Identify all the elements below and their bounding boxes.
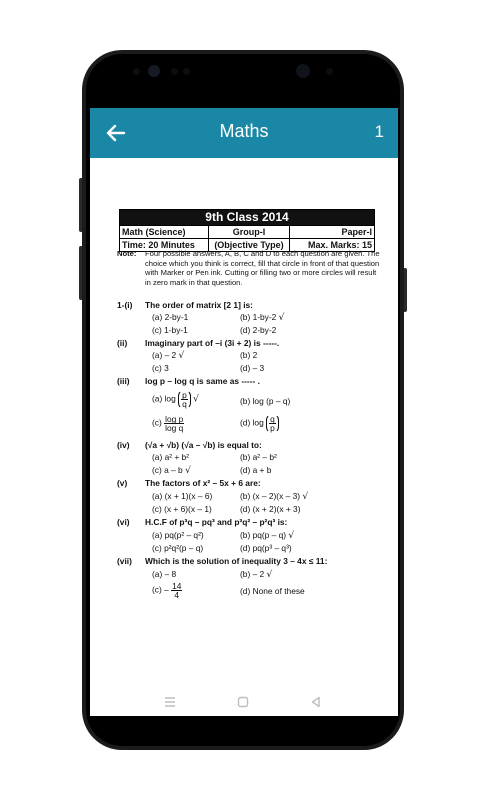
tick-mark: √ bbox=[266, 570, 273, 580]
question bbox=[117, 338, 279, 348]
question bbox=[117, 440, 262, 450]
option: (c) (x + 6)(x – 1) bbox=[152, 504, 212, 514]
option-text: (a) – 2 bbox=[152, 350, 177, 360]
option-text: (c) bbox=[152, 417, 162, 428]
triangle-back-icon[interactable] bbox=[308, 694, 324, 710]
question-number: (vi) bbox=[117, 517, 130, 527]
tick-mark: √ bbox=[178, 351, 185, 361]
option: (c) p²q²(p – q) bbox=[152, 543, 204, 553]
numerator: 14 bbox=[172, 581, 182, 591]
option: (c) 1-by-1 bbox=[152, 325, 188, 335]
tick-mark: √ bbox=[193, 394, 199, 405]
subject-cell: Math (Science) bbox=[120, 226, 209, 238]
document-viewer[interactable] bbox=[90, 158, 398, 688]
option: (b) a² – b² bbox=[240, 452, 277, 462]
question bbox=[117, 517, 287, 527]
question-text: Which is the solution of inequality 3 – 4x ≤ 11: bbox=[145, 556, 328, 566]
option: (a) – 8 bbox=[152, 569, 177, 579]
sensor-icon bbox=[171, 68, 178, 75]
status-bar bbox=[90, 84, 398, 108]
option-text: (c) a – b bbox=[152, 465, 183, 475]
fraction bbox=[266, 414, 279, 433]
denominator: log q bbox=[165, 423, 184, 433]
question-text: The order of matrix [2 1] is: bbox=[145, 300, 253, 310]
question-number: (ii) bbox=[117, 338, 128, 348]
question bbox=[117, 376, 260, 386]
option bbox=[240, 530, 294, 541]
question bbox=[117, 478, 261, 488]
fraction bbox=[178, 390, 191, 409]
option bbox=[240, 312, 284, 323]
option-text: (b) 1-by-2 bbox=[240, 312, 277, 322]
option: (a) a² + b² bbox=[152, 452, 190, 462]
paper-header-table bbox=[119, 209, 375, 252]
option: (d) None of these bbox=[240, 586, 305, 596]
question-number: (iv) bbox=[117, 440, 130, 450]
question-number: (vii) bbox=[117, 556, 132, 566]
option-text: (d) log bbox=[240, 417, 264, 428]
sensor-icon bbox=[133, 68, 140, 75]
type-cell: (Objective Type) bbox=[209, 239, 290, 251]
class-title: 9th Class 2014 bbox=[120, 210, 374, 225]
denominator: p bbox=[270, 423, 275, 433]
menu-icon[interactable] bbox=[162, 694, 178, 710]
option bbox=[152, 582, 182, 599]
numerator: p bbox=[182, 390, 187, 400]
option bbox=[152, 390, 199, 409]
option bbox=[152, 465, 191, 476]
option: (d) – 3 bbox=[240, 363, 265, 373]
option-text: (a) log bbox=[152, 393, 176, 404]
option-text: (b) – 2 bbox=[240, 569, 265, 579]
front-camera-icon bbox=[296, 64, 310, 78]
question-text: The factors of x² – 5x + 6 are: bbox=[145, 478, 261, 488]
option bbox=[240, 569, 272, 580]
question-text: (√a + √b) (√a – √b) is equal to: bbox=[145, 440, 262, 450]
option: (b) 2 bbox=[240, 350, 258, 360]
fraction bbox=[164, 415, 184, 432]
system-nav-bar bbox=[90, 688, 398, 716]
question bbox=[117, 556, 327, 566]
option: (a) 2-by-1 bbox=[152, 312, 189, 322]
option: (d) 2-by-2 bbox=[240, 325, 277, 335]
note-text: Four possible answers, A, B, C and D to each question are given. The choice which you think is correct, fill that circle in front of that question with Marker or Pen ink. Cutting or filling two or more circles will result in zero mark in that question. bbox=[145, 249, 380, 287]
question-text: log p – log q is same as ----- . bbox=[145, 376, 260, 386]
question-text: H.C.F of p³q – pq³ and p³q² – p²q³ is: bbox=[145, 517, 288, 527]
question-text: Imaginary part of –i (3i + 2) is -----. bbox=[145, 338, 280, 348]
option: (d) pq(p³ – q³) bbox=[240, 543, 292, 553]
question bbox=[117, 300, 253, 310]
tick-mark: √ bbox=[278, 313, 285, 323]
denominator: 4 bbox=[174, 590, 180, 600]
option: (d) a + b bbox=[240, 465, 272, 475]
option bbox=[152, 350, 184, 361]
header-row bbox=[120, 225, 374, 238]
fraction bbox=[171, 582, 182, 599]
option-text: (b) pq(p – q) bbox=[240, 530, 287, 540]
time-cell: Time: 20 Minutes bbox=[120, 239, 209, 251]
option-text: (b) (x – 2)(x – 3) bbox=[240, 491, 301, 501]
square-icon[interactable] bbox=[235, 694, 251, 710]
group-cell: Group-I bbox=[209, 226, 290, 238]
tick-mark: √ bbox=[302, 492, 309, 502]
marks-cell: Max. Marks: 15 bbox=[307, 240, 372, 250]
question-number: (iii) bbox=[117, 376, 130, 386]
question-number: 1-(i) bbox=[117, 300, 133, 310]
option: (d) (x + 2)(x + 3) bbox=[240, 504, 301, 514]
numerator: q bbox=[270, 414, 275, 424]
sensor-icon bbox=[326, 68, 333, 75]
denominator: q bbox=[182, 399, 187, 409]
numerator: log p bbox=[165, 414, 184, 424]
sensor-icon bbox=[183, 68, 190, 75]
option: (a) pq(p² – q²) bbox=[152, 530, 204, 540]
question-number: (v) bbox=[117, 478, 128, 488]
option bbox=[152, 415, 184, 432]
option bbox=[240, 491, 308, 502]
paper-cell: Paper-I bbox=[341, 227, 372, 237]
option-text: (c) – bbox=[152, 584, 169, 595]
option: (b) log (p – q) bbox=[240, 396, 291, 406]
tick-mark: √ bbox=[288, 531, 295, 541]
option: (c) 3 bbox=[152, 363, 169, 373]
front-camera-icon bbox=[148, 65, 160, 77]
page-number: 1 bbox=[374, 122, 384, 141]
page-title: Maths bbox=[219, 121, 269, 141]
screen bbox=[90, 84, 398, 716]
tick-mark: √ bbox=[185, 466, 191, 476]
option: (a) (x + 1)(x – 6) bbox=[152, 491, 213, 501]
option bbox=[240, 414, 279, 433]
instructions-note bbox=[117, 249, 381, 287]
note-label: Note: bbox=[117, 249, 137, 258]
exam-paper bbox=[90, 158, 398, 688]
app-bar bbox=[90, 108, 398, 158]
